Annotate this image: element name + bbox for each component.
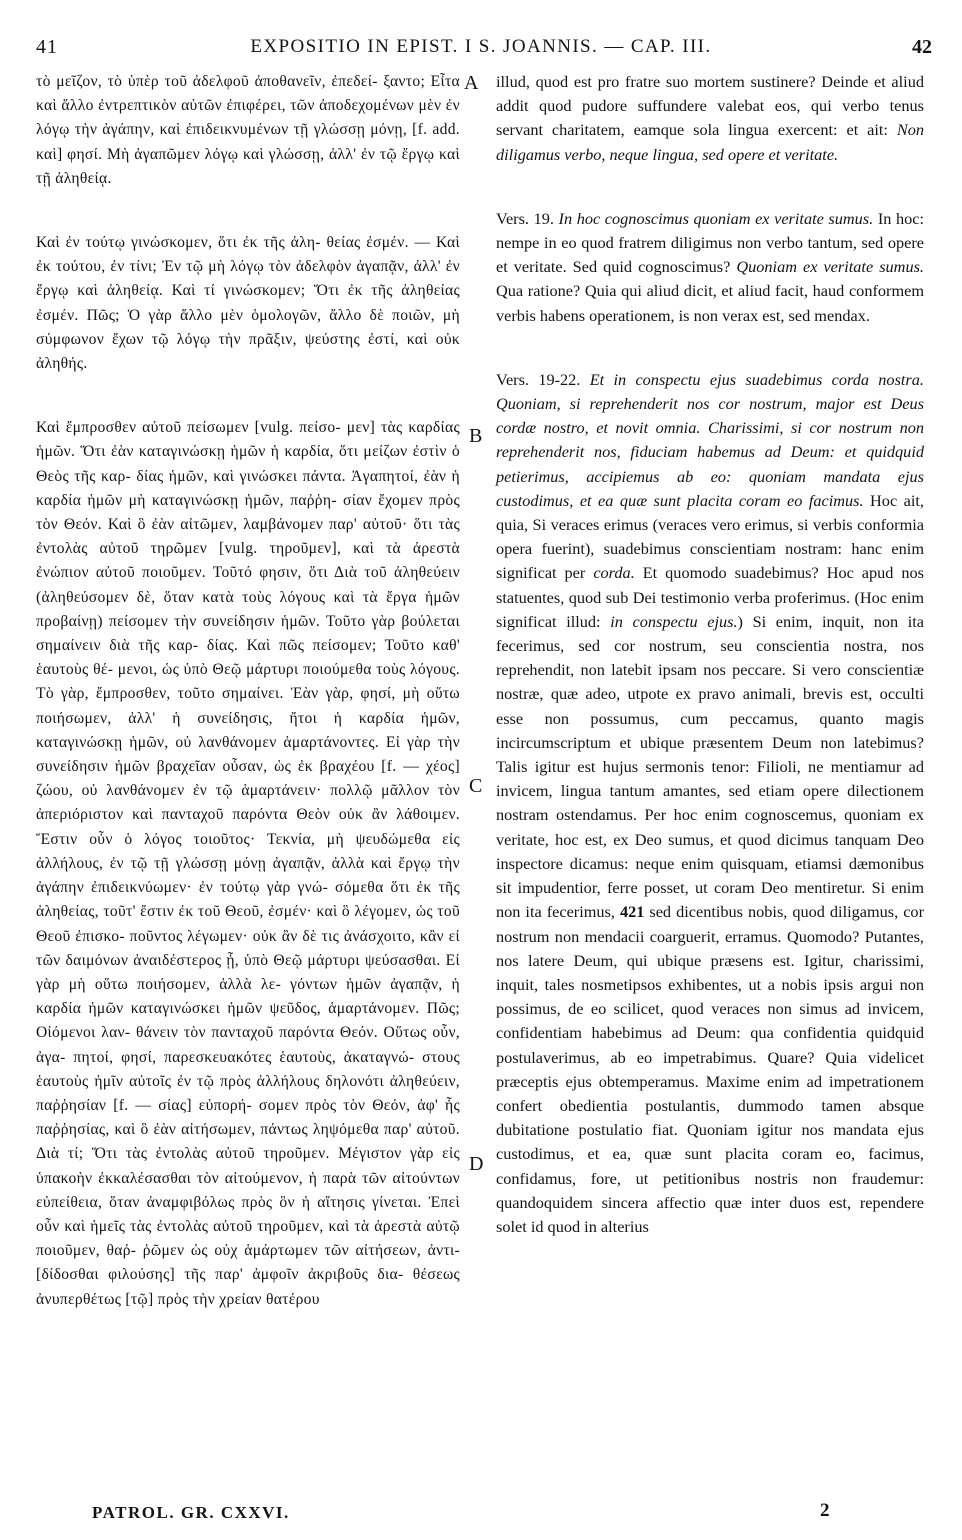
latin-p3-text-b: Et quomodo suadebimus? Hoc apud nos statuentes, quod sub Dei testimonio verba proferimus. (Hoc enim significat illud:	[496, 563, 924, 631]
page-number-left: 41	[36, 36, 58, 58]
latin-p3-corda: corda.	[593, 563, 635, 583]
latin-p2-text-a: In hoc: nempe in eo quod fratrem diligimus non verbo tantum, sed opere et veritate. Sed quid cognoscimus?	[496, 208, 924, 277]
greek-paragraph-3: Καὶ ἔμπροσθεν αὐτοῦ πείσωμεν [vulg. πείσο- μεν] τὰς καρδίας ἡμῶν. Ὅτι ἐὰν καταγινώσκῃ ἡμῶν ἡ καρδία, ὅτι μείζων ἐστὶν ὁ Θεὸς τῆς καρ- δίας ἡμῶν, καὶ γινώσκει πάντα. Ἀγαπητοί, ἐὰν ἡ καρδία ἡμῶν μὴ καταγινώσκῃ ἡμῶν, παῤῥη- σίαν ἔχομεν πρὸς τὸν Θεόν. Καὶ ὃ ἐὰν αἰτῶμεν, λαμβάνομεν παρ' αὐτοῦ· ὅτι τὰς ἐντολὰς αὐτοῦ τηρῶμεν [vulg. τηροῦμεν], καὶ τὰ ἀρεστὰ ἐνώπιον αὐτοῦ ποιοῦμεν. Τοῦτό φησιν, ὅτι Διὰ τοῦ ἀληθεύειν (ἀληθεύσομεν δὲ, ὅταν κατὰ τοὺς λόγους καὶ τὰ ἔργα ἡμῶν προβαίνῃ) πείσομεν τὴν συνείδησιν ἡμῶν. Τοῦτο γὰρ βούλεται σημαίνειν διὰ τῆς καρ- δίας. Καὶ πῶς πείσομεν; Τοῦτο καθ' ἑαυτοὺς θέ- μενοι, ὡς ὑπὸ Θεῷ μάρτυρι ποιούμεθα τοὺς λόγους. Τὸ γὰρ, ἔμπροσθεν, τοῦτο σημαίνει. Ἐὰν γὰρ, φησί, μὴ οὕτω ποιήσωμεν, ἀλλ' ἡ συνείδησις, ἤτοι ἡ καρδία ἡμῶν, καταγινώσκῃ ἡμῶν, οὐ λανθάνομεν ἁμαρτάνοντες. Εἰ γὰρ τὴν συνείδησιν ἡμῶν βραχεῖαν οὖσαν, ὡς ἐκ βραχέου [f. — χέος] ζώου, οὐ λανθάνομεν ἐν τῷ ἁμαρτάνειν· πολλῷ μᾶλλον τὸν ἀπεριόριστον καὶ πανταχοῦ παρόντα Θεὸν οὐκ ἂν λάθοιμεν. Ἔστιν οὖν ὁ λόγος τοιοῦτος· Τεκνία, μὴ ψευδώμεθα εἰς ἀλλήλους, ἐν τῷ τῇ γλώσσῃ μόνῃ ἀγαπᾷν, ἀλλὰ καὶ ἔργῳ τὴν ἀγάπην ἐπιδεικνύωμεν· ἐν τούτῳ γὰρ γνώ- σόμεθα ὅτι ἐκ τῆς ἀληθείας, τοῦτ' ἔστιν ἐκ τοῦ Θεοῦ, ἐσμέν· καὶ ὃ λέγομεν, ὡς τοῦ Θεοῦ ἐπισκο- ποῦντος λέγωμεν· οὐκ ἂν δὲ τις ἀνάσχοιτο, κἂν εἰ τῶν δαιμόνων ἀναιδέστερος ᾖ, ὑπὸ Θεῷ μάρτυρι ψεύσασθαι. Εἰ γὰρ μὴ οὕτω ποιήσομεν, ἀλλὰ λε- γόντων ἡμῶν ἀγαπᾷν, ἡ καρδία ἡμῶν καταγινώσκει ἡμῶν ψεῦδος, ἁμαρτάνομεν. Πῶς; Οἰόμενοι λαν- θάνειν τὸν πανταχοῦ παρόντα Θεόν. Οὕτως οὖν, ἀγα- πητοί, φησί, παρεσκευακότες ἑαυτοὺς, ἀκαταγνώ- στους ἑαυτοὺς ἡμῖν αὐτοῖς ἐν τῷ πρὸς ἀλλήλους δηλονότι ἀληθεύειν, παῤῥησίαν [f. — σίας] εὐπορή- σομεν πρὸς τὸν Θεόν, ἀφ' ἧς παῤῥησίας, καὶ ὃ ἐὰν αἰτήσωμεν, πάντως ληψόμεθα παρ' αὐτοῦ. Διὰ τί; Ὅτι τὰς ἐντολὰς αὐτοῦ τηροῦμεν. Μέγιστον γὰρ εἰς ὑπακοὴν ἐκκαλέσασθαι τὸν αἰτούμενον, ἡ παρὰ τῶν αἰτούντων εὐπείθεια, ὅταν ἀναμφιβόλως πρὸς ὃν ἡ αἴτησις γίνεται. Ἐπεὶ οὖν καὶ ἡμεῖς τὰς ἐντολὰς αὐτοῦ τηροῦμεν, καὶ τὰ ἀρεστὰ αὐτῷ ποιοῦμεν, θαῤ- ῥῶμεν ὡς οὐχ ἁμάρτωμεν τῶν αἰτήσεων, ἀντι- [δίδοσθαι φιλούσης] τῆς παρ' ἀμφοῖν ἀκριβοῦς δια- θέσεως ἀνυπερθέτως [τῷ] πρὸς τὴν χρείαν θατέρου	[36, 419, 460, 1308]
latin-p3-text-c: ) Si enim, inquit, non ita fecerimus, sed cor nostrum, seu conscientia nostra, nos reprehendit, non latebit ipsam nos peccare. Si vero conscientiæ nostræ, quæ adeo, utpote ex pravo animali, brevis est, occulti esse non possumus, cum peccamus, quanto magis incircumscriptum et ubique præsentem Deum non latebimus? Talis igitur est hujus sermonis tenor: Filioli, ne mentiamur ad invicem, lingua tantum amantes, sed etiam opere dilectionem nostram ostendamus. Per hoc enim cognoscemus, quoniam ex veritate, hoc est, ex Deo sumus, et quod dicimus tanquam Deo inspectore dicamus: neque enim quisquam, etiamsi dæmonibus sit impudentior, ferre posset, ut coram Deo mentiretur. Si enim non ita fecerimus,	[496, 611, 925, 922]
latin-p3-text-a: Hoc ait, quia, Si veraces erimus (veraces vero erimus, si verbis conformia opera fuerint), suadebimus conscientiam nostram: hanc enim significat per	[496, 490, 925, 583]
latin-p2-quote-1: In hoc cognoscimus quoniam ex veritate sumus.	[558, 208, 874, 228]
latin-paragraph-3	[496, 368, 924, 1239]
footer-series: PATROL. GR. CXXVI.	[92, 1503, 290, 1522]
latin-p2-quote-2: Quoniam ex veritate sumus.	[736, 257, 924, 277]
latin-p1-quote: Non diligamus verbo, neque lingua, sed opere et veritate.	[496, 120, 924, 164]
greek-paragraph-2: Καὶ ἐν τούτῳ γινώσκομεν, ὅτι ἐκ τῆς ἀλη- θείας ἐσμέν. — Καὶ ἐκ τούτου, ἐν τίνι; Ἐν τῷ μὴ λόγῳ τὸν ἀδελφὸν ἀγαπᾷν, ἀλλ' ἐν ἔργῳ καὶ ἀληθείᾳ. Καὶ τί γινώσκομεν; Ὅτι ἐκ τῆς ἀληθείας ἐσμέν. Πῶς; Ὁ γὰρ ἄλλο μὲν ὁμολογῶν, ἄλλο δὲ ποιῶν, μὴ σύμφωνον ἔχων τῷ λόγῳ τὴν πρᾶξιν, ψεύστης ἐστί, καὶ οὐκ ἀληθής.	[36, 234, 460, 373]
margin-letter-d: D	[469, 1153, 484, 1175]
margin-letter-c: C	[469, 775, 483, 797]
latin-p1-text: illud, quod est pro fratre suo mortem sustinere? Deinde et aliud addit quod pudore suffundere valebat eos, qui verbo tenus servant charitatem, eamque sola lingua exercent: et ait:	[496, 72, 924, 140]
footer-signature: 2	[820, 1500, 830, 1521]
latin-column	[496, 70, 924, 1239]
latin-paragraph-1	[496, 70, 924, 167]
greek-column	[36, 70, 460, 1312]
margin-letter-b: B	[469, 425, 483, 447]
running-title: EXPOSITIO IN EPIST. I S. JOANNIS. — CAP. III.	[250, 36, 712, 57]
verse-ref-19: Vers. 19.	[496, 208, 554, 228]
latin-p2-text-b: Qua ratione? Quia qui aliud dicit, et aliud facit, haud conformem verbis habens operationem, is non verax est, sed mendax.	[496, 281, 924, 325]
verse-ref-19-22: Vers. 19-22.	[496, 369, 581, 389]
page-number-right: 42	[912, 36, 932, 58]
column-number-421: 421	[619, 902, 645, 922]
latin-p3-inconspectu: in conspectu ejus.	[610, 611, 738, 631]
greek-paragraph-1: τὸ μεῖζον, τὸ ὑπὲρ τοῦ ἀδελφοῦ ἀποθανεῖν, ἐπεδεί- ξαντο; Εἶτα καὶ ἄλλο ἐντρεπτικὸν αὐτῶν ἐπιφέρει, τῶν ἀποδεχομένων μὲν ἐν λόγῳ τὴν ἀγάπην, καὶ ἐπιδεικνυμένων τῇ γλώσσῃ μόνῃ, [f. add. καὶ] φησί. Μὴ ἀγαπῶμεν λόγῳ καὶ γλώσσῃ, ἀλλ' ἐν τῷ ἔργῳ καὶ τῇ ἀληθείᾳ.	[36, 73, 460, 187]
page-header	[24, 30, 938, 64]
latin-paragraph-2	[496, 207, 924, 328]
latin-p3-quote: Et in conspectu ejus suadebimus corda nostra. Quoniam, si reprehenderit nos cor nostrum, major est Deus cordæ nostro, et novit omnia. Charissimi, si cor nostrum non reprehenderit nos, fiduciam habemus ad Deum: et quidquid petierimus, accipiemus ab eo: quoniam mandata ejus custodimus, et ea quæ sunt placita coram eo facimus.	[496, 369, 924, 510]
margin-letter-a: A	[464, 72, 479, 94]
latin-p3-text-d: sed dicentibus nobis, quod diligamus, cor nostrum non mendacii coarguerit, erramus. Quomodo? Putantes, nos latere Deum, qui ubique præsens est. Igitur, charissimi, inquit, tales nosmetipsos exhibentes, ut a nobis ipsis argui non possimus, de eo scilicet, quod veraces non simus ad invicem, confidentiam habebimus ad Deum: qua confidentia quidquid postulaverimus, ab eo impetrabimus. Quare? Quia videlicet præceptis ejus obtemperamus. Maxime enim ad impetrationem confert obedientia postulantis, dummodo tamen absque dubitatione postulatio fiat. Quoniam igitur nos mandata ejus custodimus, et ea, quæ sunt placita coram eo, facimus, confidamus, fore, ut petitionibus nostris non fraudemur: quandoquidem sincera affectio quæ inter duos est, rependere solet id quod in alterius	[496, 902, 924, 1236]
